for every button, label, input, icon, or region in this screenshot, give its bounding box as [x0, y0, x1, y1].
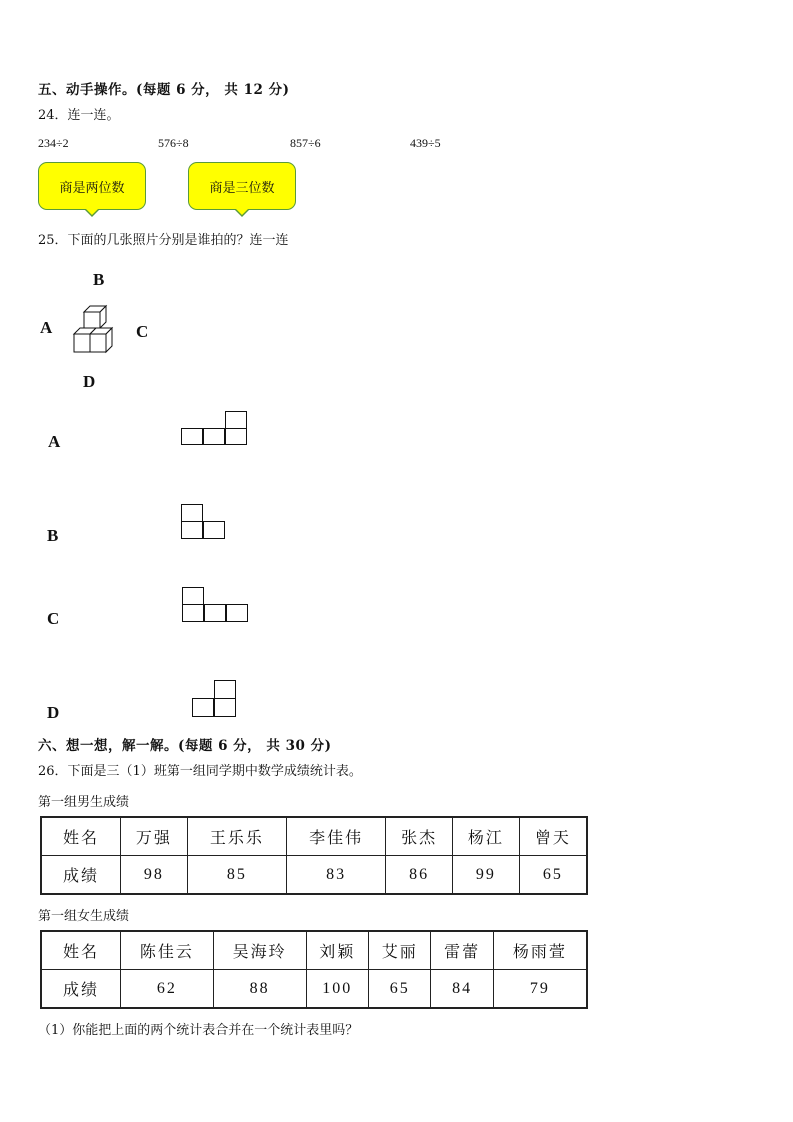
grid-square [214, 680, 236, 699]
grid-square [204, 604, 226, 622]
score-cell: 85 [187, 856, 286, 895]
section-5-heading: 五、动手操作。(每题 6 分， 共 12 分) [38, 82, 290, 98]
table-row [41, 817, 587, 856]
score-cell: 65 [368, 970, 430, 1009]
header-cell: 姓名 [41, 931, 121, 970]
score-cell: 100 [306, 970, 368, 1009]
name-cell: 李佳伟 [287, 817, 386, 856]
score-cell: 79 [493, 970, 587, 1009]
table-row [41, 856, 587, 895]
name-cell: 刘颖 [306, 931, 368, 970]
grid-square [203, 428, 225, 445]
bubble-label: 商是三位数 [209, 180, 275, 196]
view-label-left: A [40, 318, 53, 337]
girls-score-table [40, 930, 588, 1009]
expression-2: 576÷8 [158, 136, 189, 150]
name-cell: 万强 [121, 817, 188, 856]
bubble-three-digit-quotient [188, 162, 296, 210]
option-label-d: D [47, 703, 60, 722]
question-26-sub-1: （1）你能把上面的两个统计表合并在一个统计表里吗？ [38, 1023, 359, 1038]
name-cell: 雷蕾 [431, 931, 493, 970]
cube-stack-figure [70, 302, 120, 358]
score-cell: 84 [431, 970, 493, 1009]
table-row [41, 931, 587, 970]
question-26-text: 26．下面是三（1）班第一组同学期中数学成绩统计表。 [38, 764, 362, 779]
grid-square [181, 428, 203, 445]
bubble-tail-fill [236, 209, 248, 215]
name-cell: 吴海玲 [213, 931, 306, 970]
score-cell: 83 [287, 856, 386, 895]
option-label-a: A [48, 432, 61, 451]
expression-1: 234÷2 [38, 136, 69, 150]
score-cell: 98 [121, 856, 188, 895]
bubble-tail-fill [86, 209, 98, 215]
grid-square [181, 504, 203, 522]
header-cell: 成绩 [41, 970, 121, 1009]
option-label-c: C [47, 609, 60, 628]
section-6-heading: 六、想一想，解一解。(每题 6 分， 共 30 分) [38, 738, 332, 754]
view-label-top: B [93, 270, 105, 289]
name-cell: 杨雨萱 [493, 931, 587, 970]
bubble-label: 商是两位数 [59, 180, 125, 196]
table-row [41, 970, 587, 1009]
grid-square [182, 587, 204, 605]
grid-square [181, 521, 203, 539]
grid-square [203, 521, 225, 539]
name-cell: 王乐乐 [187, 817, 286, 856]
header-cell: 成绩 [41, 856, 121, 895]
grid-square [214, 698, 236, 717]
question-25-text: 25．下面的几张照片分别是谁拍的？连一连 [38, 233, 289, 248]
grid-square [225, 428, 247, 445]
name-cell: 曾天 [519, 817, 587, 856]
option-label-b: B [47, 526, 59, 545]
header-cell: 姓名 [41, 817, 121, 856]
view-label-bottom: D [83, 372, 96, 391]
name-cell: 艾丽 [368, 931, 430, 970]
expression-4: 439÷5 [410, 136, 441, 150]
expression-3: 857÷6 [290, 136, 321, 150]
score-cell: 99 [453, 856, 520, 895]
name-cell: 张杰 [386, 817, 453, 856]
grid-square [226, 604, 248, 622]
score-cell: 86 [386, 856, 453, 895]
grid-square [225, 411, 247, 429]
bubble-two-digit-quotient [38, 162, 146, 210]
boys-table-caption: 第一组男生成绩 [38, 795, 130, 810]
grid-square [192, 698, 214, 717]
name-cell: 杨江 [453, 817, 520, 856]
boys-score-table [40, 816, 588, 895]
score-cell: 62 [121, 970, 214, 1009]
view-label-right: C [136, 322, 149, 341]
name-cell: 陈佳云 [121, 931, 214, 970]
question-24-text: 24．连一连。 [38, 108, 120, 123]
grid-square [182, 604, 204, 622]
girls-table-caption: 第一组女生成绩 [38, 909, 130, 924]
score-cell: 65 [519, 856, 587, 895]
score-cell: 88 [213, 970, 306, 1009]
